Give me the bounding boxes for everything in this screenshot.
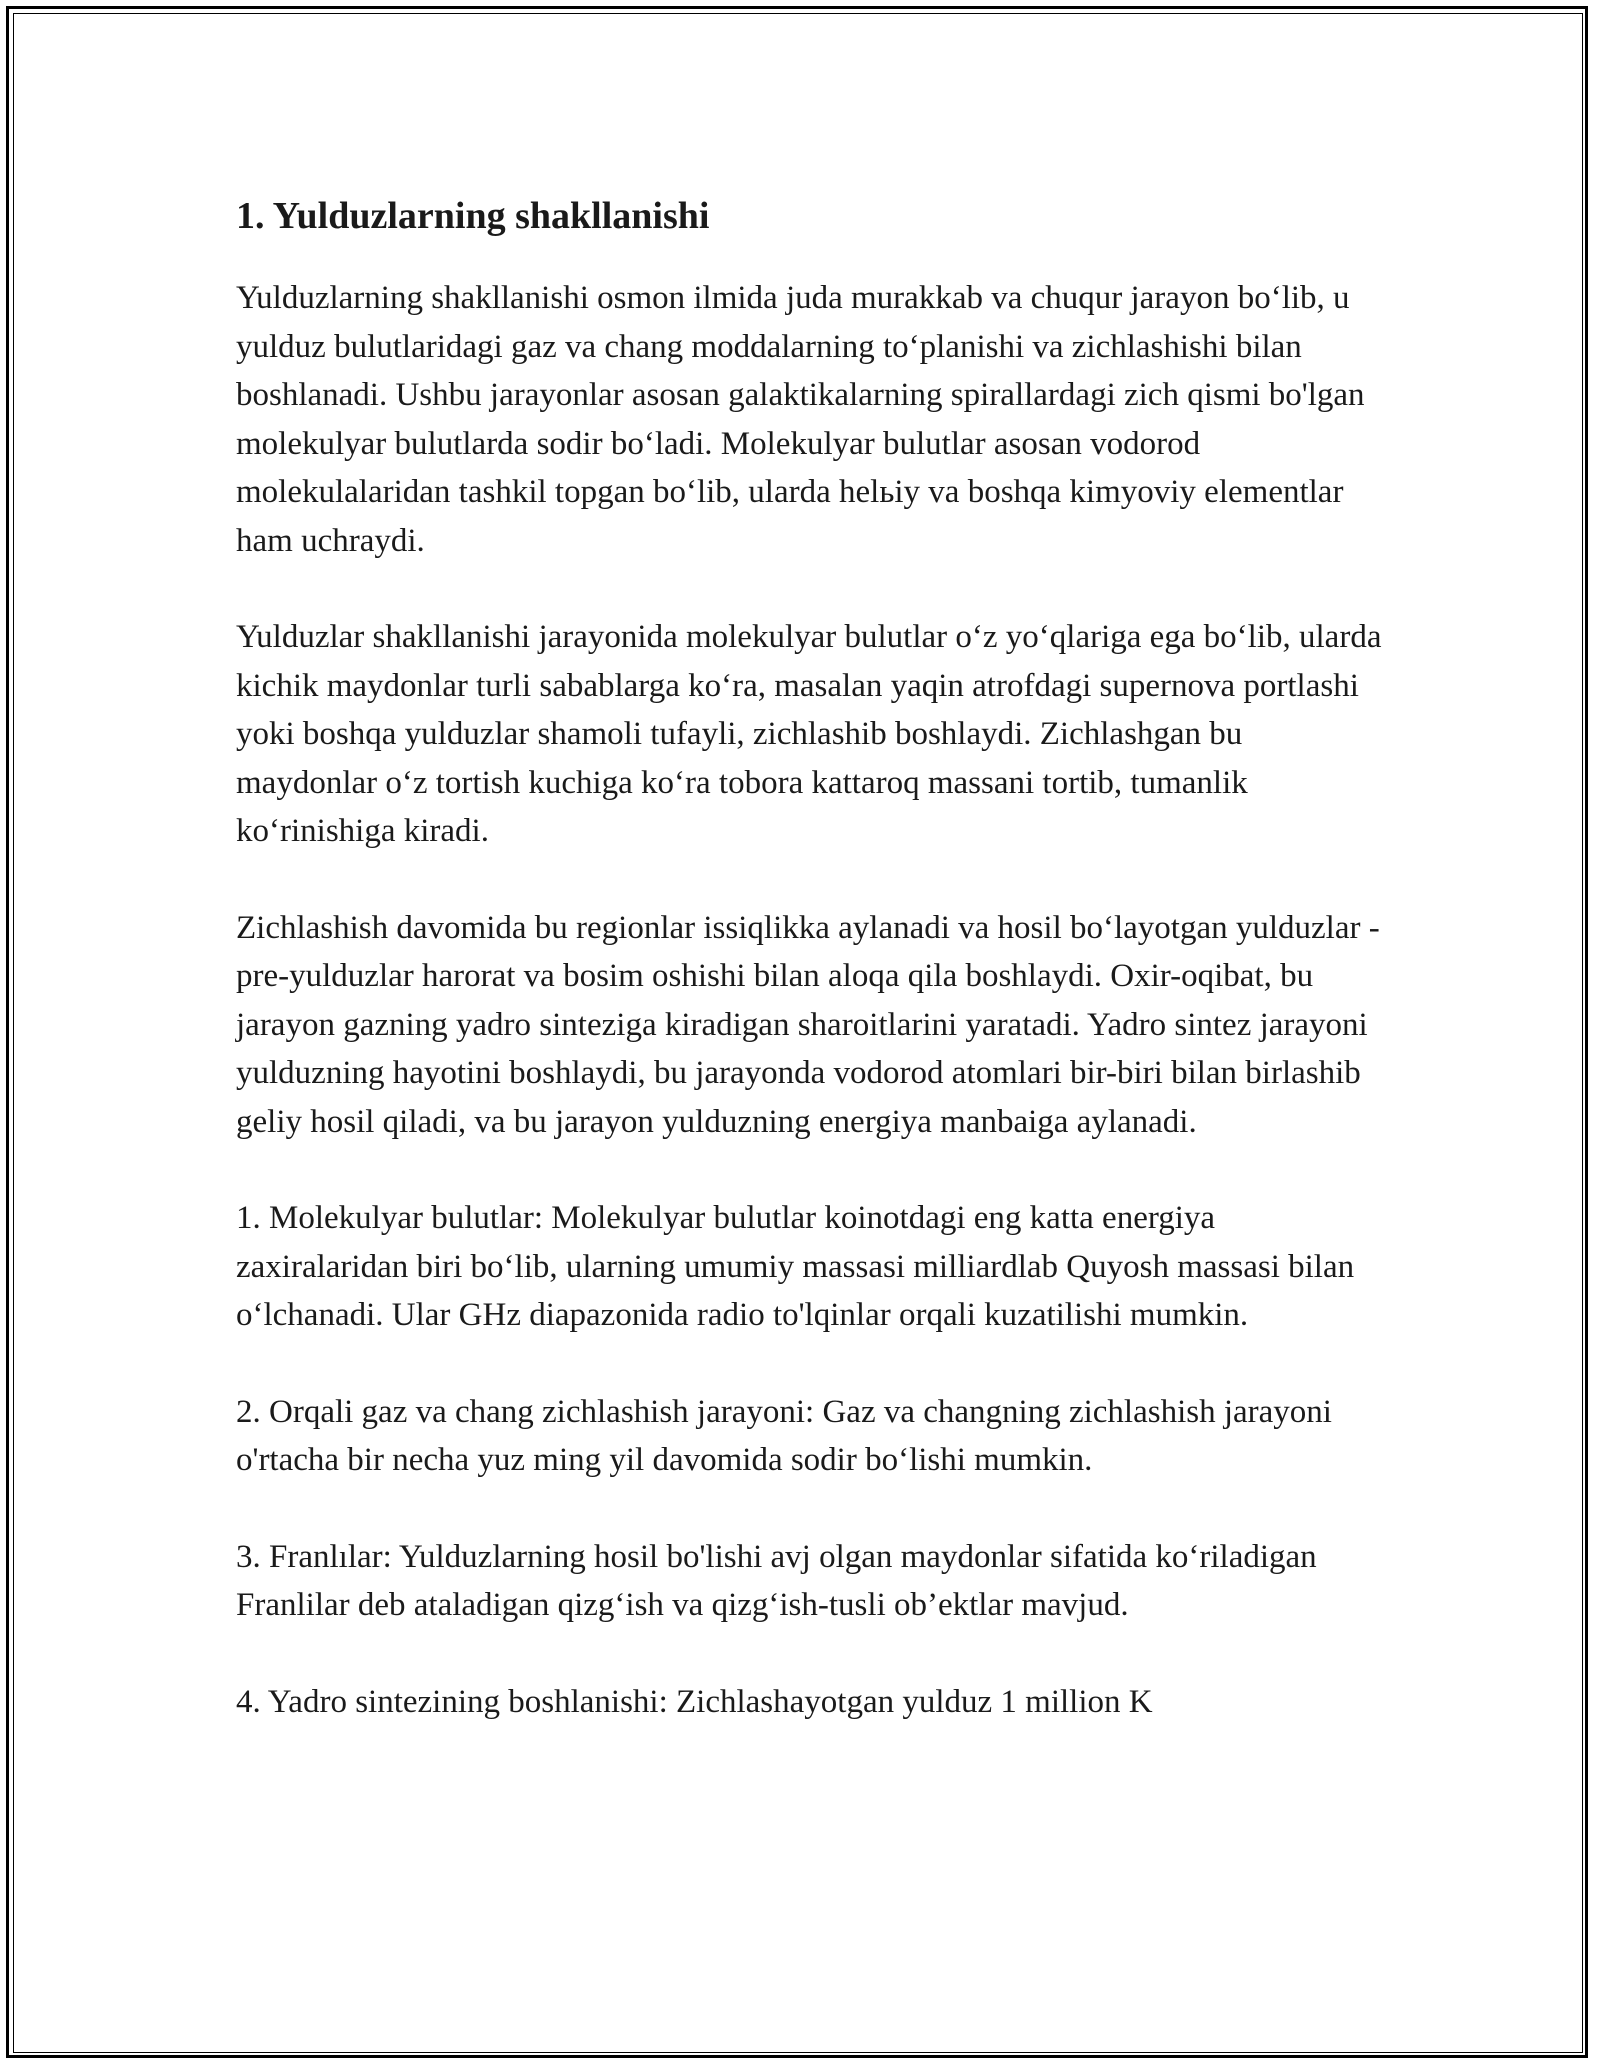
document-title: 1. Yulduzlarning shakllanishi [236, 195, 710, 237]
list-item-yadro-sintezi: 4. Yadro sintezining boshlanishi: Zichlashayotgan yulduz 1 million K [236, 1683, 1153, 1720]
list-item-franlilar: 3. Franlılar: Yulduzlarning hosil bo'lishi avj olgan maydonlar sifatida ko‘riladigan Franlilar deb ataladigan qizg‘ish va qizg‘ish-tusli ob’ektlar mavjud. [236, 1538, 1317, 1623]
list-item-zichlashish-jarayoni: 2. Orqali gaz va chang zichlashish jarayoni: Gaz va changning zichlashish jarayoni o'rtacha bir necha yuz ming yil davomida sodir bo‘lishi mumkin. [236, 1393, 1332, 1478]
paragraph-3: Zichlashish davomida bu regionlar issiqlikka aylanadi va hosil bo‘layotgan yulduzlar - pre-yulduzlar harorat va bosim oshishi bilan aloqa qila boshlaydi. Oxir-oqibat, bu jarayon gazning yadro sinteziga kiradigan sharoitlarini yaratadi. Yadro sintez jarayoni yulduzning hayotini boshlaydi, bu jarayonda vodorod atomlari bir-biri bilan birlashib geliy hosil qiladi, va bu jarayon yulduzning energiya manbaiga aylanadi. [236, 909, 1380, 1140]
list-item-molekulyar-bulutlar: 1. Molekulyar bulutlar: Molekulyar bulutlar koinotdagi eng katta energiya zaxiralaridan biri bo‘lib, ularning umumiy massasi milliardlab Quyosh massasi bilan o‘lchanadi. Ular GHz diapazonida radio to'lqinlar orqali kuzatilishi mumkin. [236, 1200, 1355, 1333]
paragraph-1: Yulduzlarning shakllanishi osmon ilmida juda murakkab va chuqur jarayon bo‘lib, u yulduz bulutlaridagi gaz va chang moddalarning to‘planishi va zichlashishi bilan boshlanadi. Ushbu jarayonlar asosan galaktikalarning spirallardagi zich qismi bo'lgan molekulyar bulutlarda sodir bo‘ladi. Molekulyar bulutlar asosan vodorod molekulalaridan tashkil topgan bo‘lib, ularda helьiy va boshqa kimyoviy elementlar ham uchraydi. [236, 280, 1365, 559]
document-body [236, 180, 1386, 1774]
paragraph-2: Yulduzlar shakllanishi jarayonida molekulyar bulutlar o‘z yo‘qlariga ega bo‘lib, ularda kichik maydonlar turli sabablarga ko‘ra, masalan yaqin atrofdagi supernova portlashi yoki boshqa yulduzlar shamoli tufayli, zichlashib boshlaydi. Zichlashgan bu maydonlar o‘z tortish kuchiga ko‘ra tobora kattaroq massani tortib, tumanlik ko‘rinishiga kiradi. [236, 619, 1382, 849]
